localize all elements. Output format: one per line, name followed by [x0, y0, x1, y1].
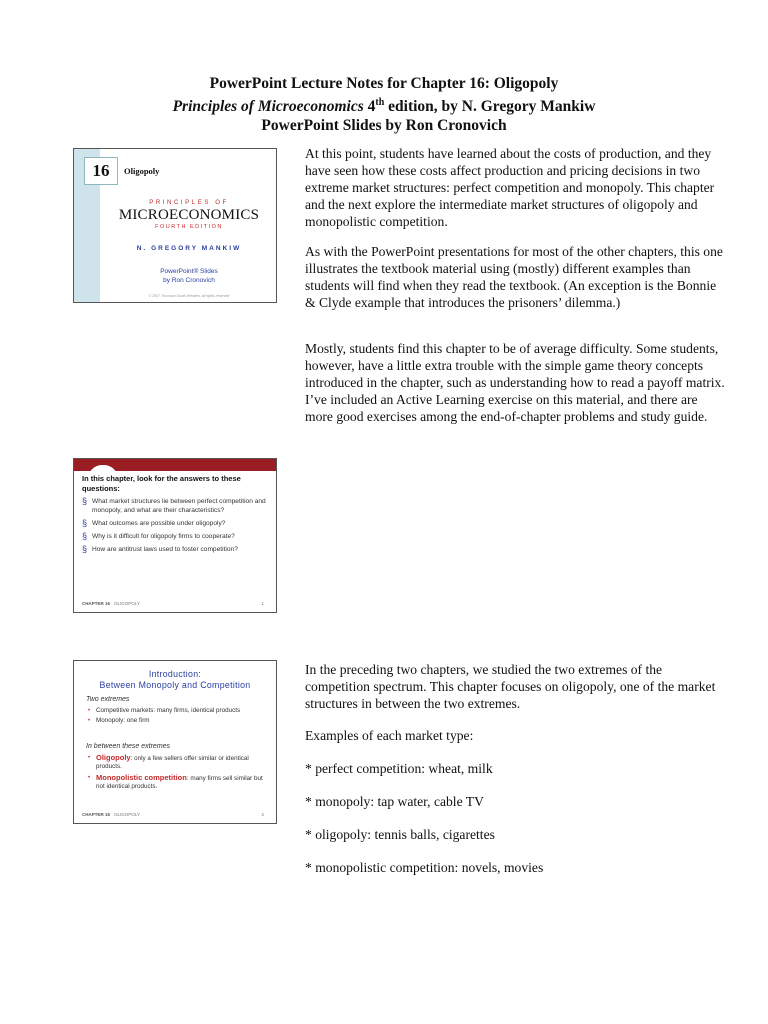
- slide-footer: CHAPTER 16 OLIGOPOLY: [82, 601, 140, 606]
- note-paragraph: At this point, students have learned about the costs of production, and they have seen how these costs affect production and pricing decisions in two extreme market structures: perfect competition and monopoly. This chapter and the next explore the intermediate market structures of oligopoly and monopolistic competition.: [305, 146, 715, 229]
- in-between-list: [88, 754, 268, 794]
- section-bullet-icon: §: [82, 530, 88, 541]
- list-item: § What outcomes are possible under oligopoly?: [82, 517, 226, 528]
- slide-questions-thumbnail: [73, 458, 277, 613]
- example-line: * monopoly: tap water, cable TV: [305, 794, 484, 809]
- list-item: • Oligopoly: only a few sellers offer similar or identical products.: [88, 753, 249, 771]
- note-paragraph: In the preceding two chapters, we studied the two extremes of the competition spectrum. This chapter focuses on oligopoly, one of the market structures in between the two extremes.: [305, 662, 716, 711]
- term-monopolistic-competition: Monopolistic competition: [96, 772, 187, 782]
- ppt-credit: PowerPoint® Slides by Ron Cronovich: [160, 268, 218, 284]
- section-bullet-icon: §: [82, 517, 88, 528]
- list-item: • Monopolistic competition: many firms sell similar but not identical products.: [88, 772, 263, 791]
- list-item: § Why is it difficult for oligopoly firms to cooperate?: [82, 530, 235, 541]
- slide-intro-title: Introduction: Between Monopoly and Competition: [99, 669, 251, 690]
- slide-introduction-thumbnail: [73, 660, 277, 824]
- bullet-icon: •: [88, 708, 91, 714]
- slide-footer: CHAPTER 16 OLIGOPOLY: [82, 812, 140, 817]
- note-paragraph: Mostly, students find this chapter to be of average difficulty. Some students, however, have a little extra trouble with the simple game theory concepts introduced in the chapter, such as understanding how to read a payoff matrix. I’ve included an Active Learning exercise on this material, and there are more good exercises among the end-of-chapter problems and study guide.: [305, 341, 725, 424]
- example-line: * oligopoly: tennis balls, cigarettes: [305, 827, 495, 842]
- bullet-icon: •: [88, 774, 91, 781]
- book-title: Principles of Microeconomics: [172, 98, 364, 116]
- term-oligopoly: Oligopoly: [96, 753, 131, 762]
- list-item: • Competitive markets: many firms, identical products: [88, 707, 241, 714]
- example-line: * perfect competition: wheat, milk: [305, 761, 493, 776]
- slide-title-thumbnail: [73, 148, 277, 303]
- list-item: • Monopoly: one firm: [88, 717, 150, 725]
- copyright-text: © 2007 Thomson South-Western, all rights reserved: [148, 294, 230, 298]
- principles-of-label: PRINCIPLES OF: [149, 200, 229, 206]
- question-list: [82, 498, 272, 559]
- section-heading: Two extremes: [86, 696, 130, 703]
- header-line-1: PowerPoint Lecture Notes for Chapter 16: Oligopoly: [209, 75, 559, 92]
- slide-question-heading: In this chapter, look for the answers to these questions:: [82, 474, 241, 493]
- section-bullet-icon: §: [82, 496, 88, 506]
- list-item: § What market structures lie between perfect competition and monopoly, and what are their characteristics?: [82, 496, 266, 514]
- author-label: N. GREGORY MANKIW: [136, 245, 242, 252]
- section-heading: In between these extremes: [86, 743, 171, 750]
- list-item: § How are antitrust laws used to foster competition?: [82, 543, 238, 554]
- note-paragraph: As with the PowerPoint presentations for most of the other chapters, this one illustrates the textbook material using (mostly) different examples than students will find when they read the textbook. (An exception is the Bonnie & Clyde example that introduces the prisoners’ dilemma.): [305, 244, 723, 310]
- bullet-icon: •: [88, 718, 91, 725]
- section-bullet-icon: §: [82, 543, 88, 554]
- chapter-number: 16: [84, 157, 118, 185]
- slide-page-number: 1: [261, 601, 264, 606]
- microeconomics-label: MICROECONOMICS: [118, 207, 260, 223]
- slide-page-number: 2: [261, 812, 264, 817]
- document-header: [0, 74, 768, 135]
- bullet-icon: •: [88, 755, 91, 761]
- header-line-3: PowerPoint Slides by Ron Cronovich: [261, 117, 507, 135]
- extremes-list: [88, 707, 268, 728]
- note-paragraph: Examples of each market type:: [305, 728, 474, 743]
- slide-chapter-title: Oligopoly: [124, 166, 160, 176]
- header-line-2: Principles of Microeconomics 4th edition, by N. Gregory Mankiw: [172, 97, 596, 116]
- example-line: * monopolistic competition: novels, movies: [305, 860, 544, 875]
- edition-label: FOURTH EDITION: [155, 224, 223, 230]
